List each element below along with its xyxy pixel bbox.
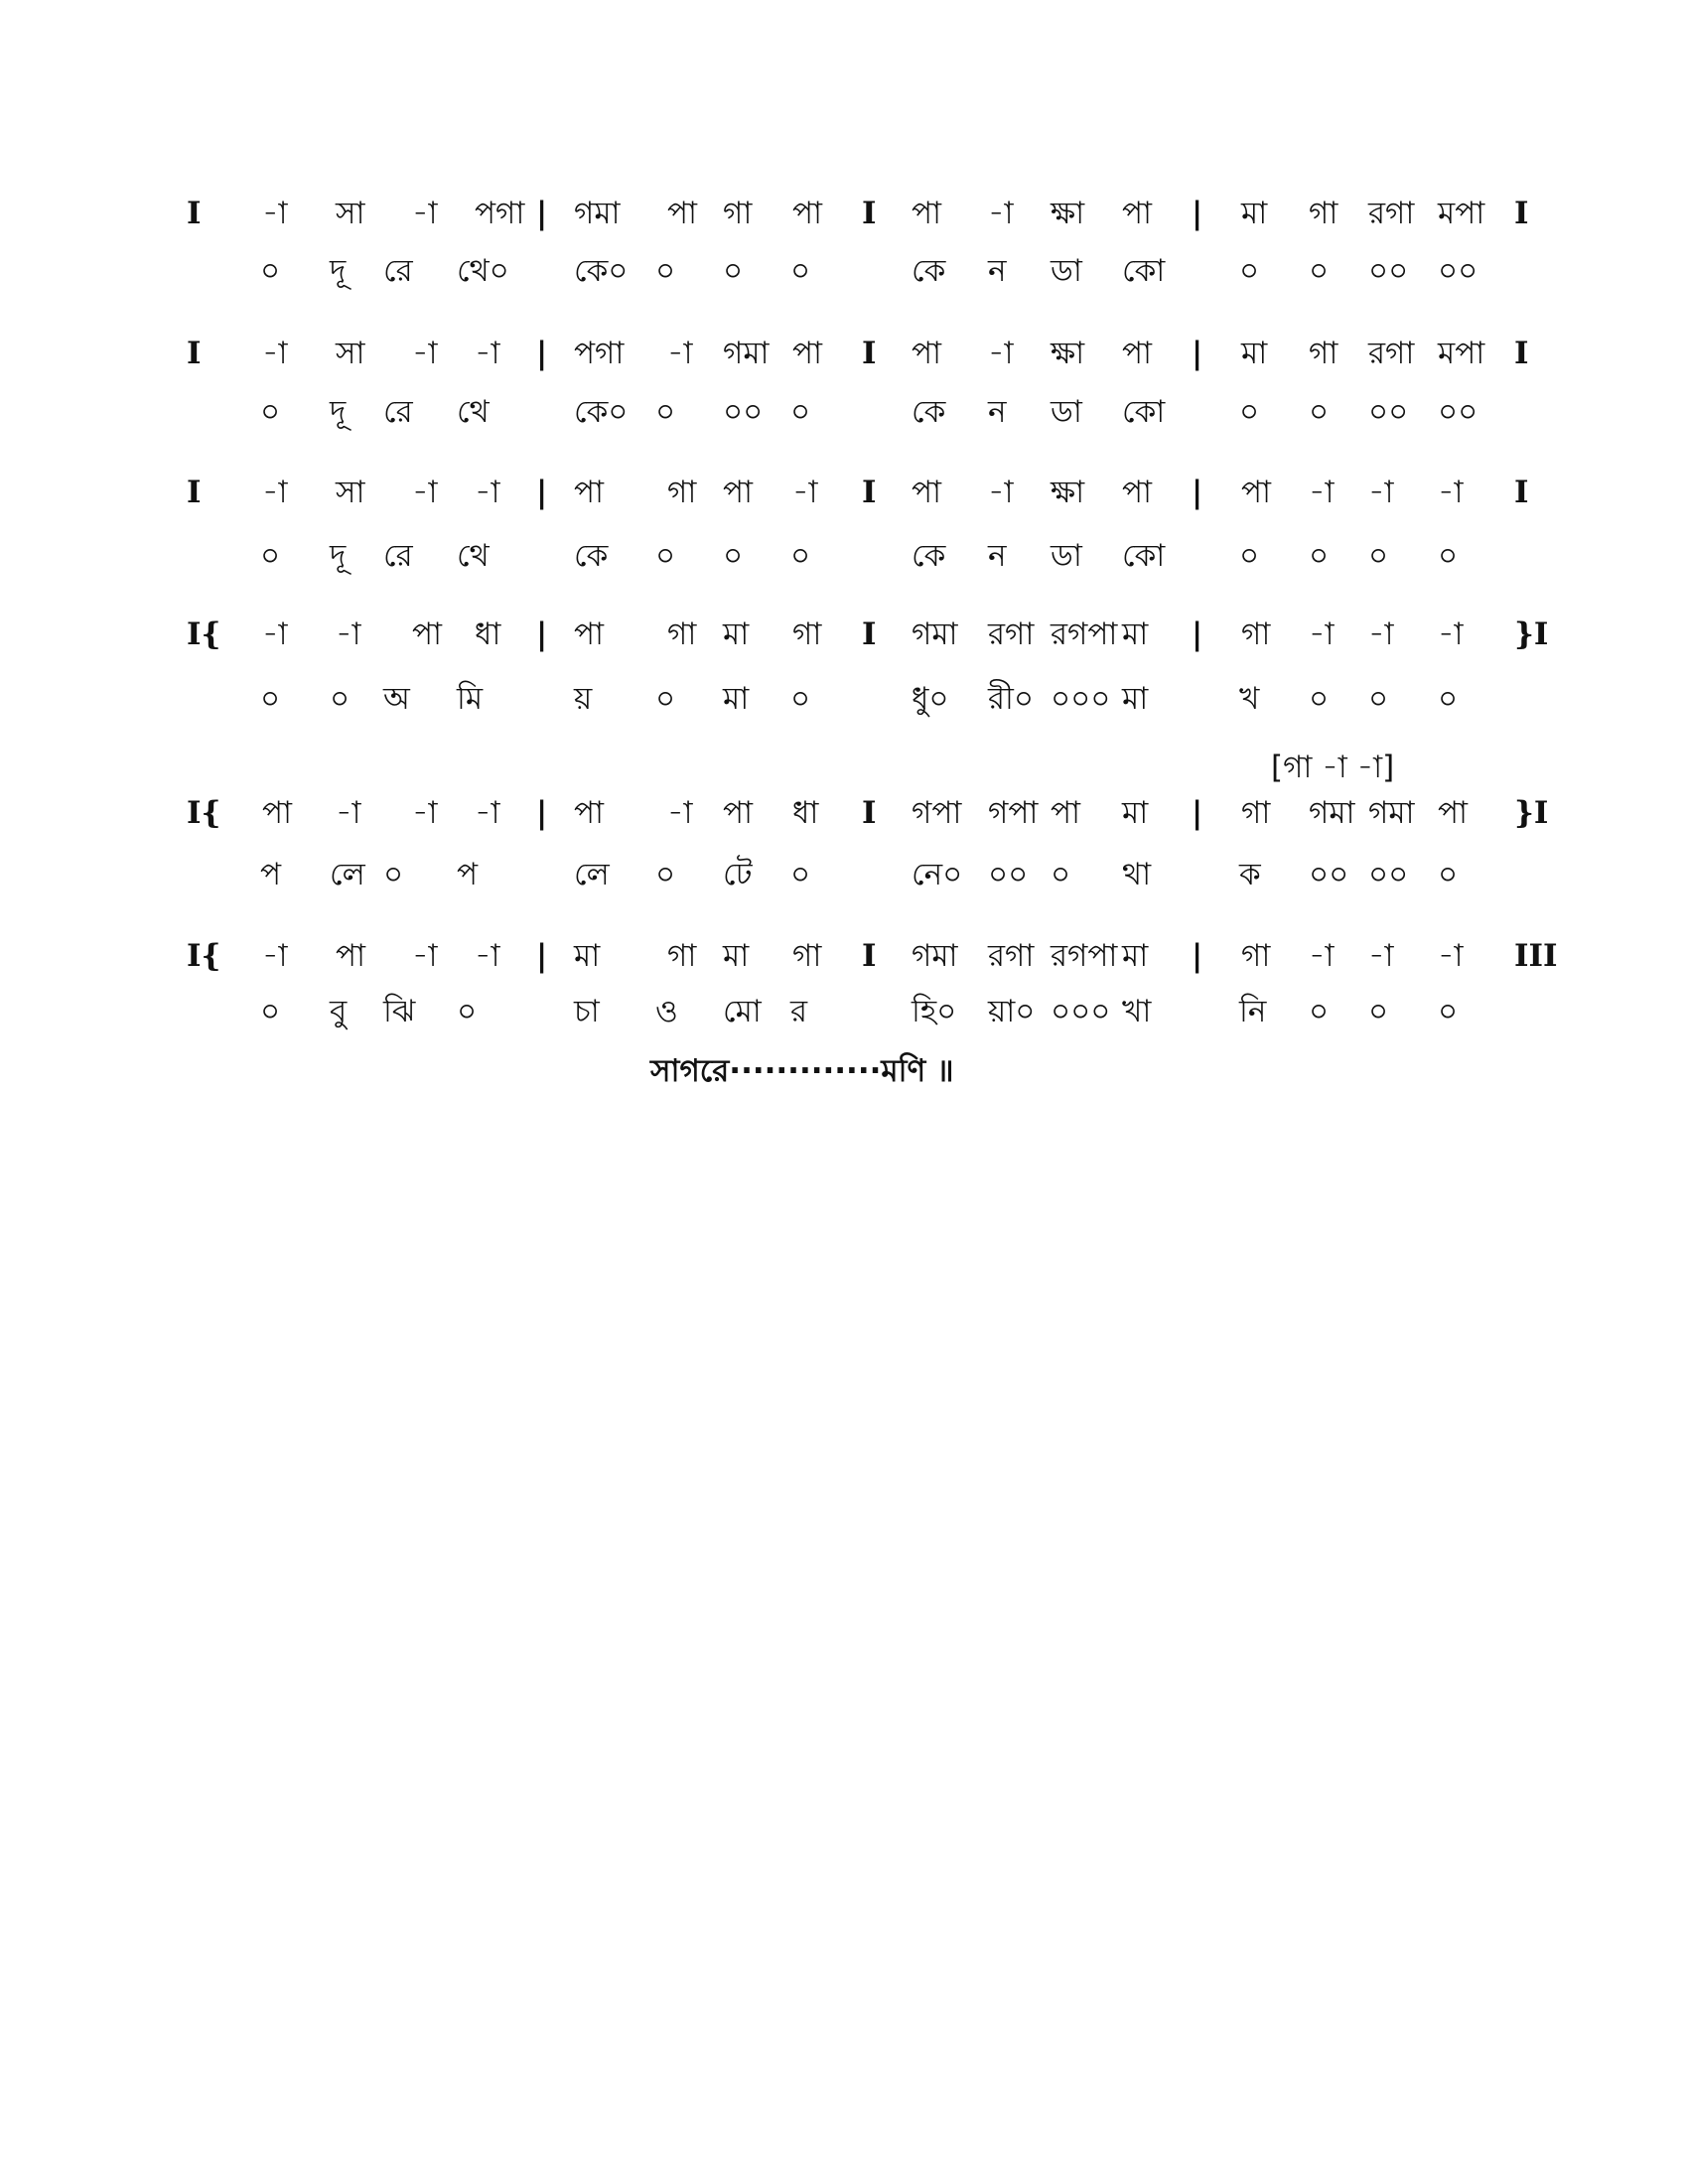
swara-note: -া [412, 475, 438, 510]
lyric-syllable: চা [574, 994, 600, 1029]
swara-note: গা [723, 196, 753, 231]
bar-line: I [187, 475, 202, 510]
lyric-syllable: ০ [330, 681, 351, 717]
swara-note: পা [792, 196, 823, 231]
lyric-syllable: রে [383, 253, 413, 289]
swara-note: পা [1438, 795, 1469, 831]
lyric-syllable: ০ [790, 394, 811, 430]
swara-note: মা [723, 938, 750, 974]
swara-note: মা [574, 938, 601, 974]
lyric-syllable: ০ [260, 253, 281, 289]
bar-line: I [187, 196, 202, 231]
lyric-syllable: ০ [1368, 994, 1389, 1029]
swara-note: -া [1438, 475, 1464, 510]
swara-note: রগা [988, 616, 1035, 652]
lyric-syllable: ০ [1438, 994, 1459, 1029]
swara-note: ক্ষা [1051, 196, 1085, 231]
swara-note: পা [574, 616, 605, 652]
bar-line: I{ [187, 795, 221, 831]
swara-note: গমা [912, 616, 958, 652]
swara-note: -া [262, 938, 288, 974]
lyric-syllable: ০ [260, 681, 281, 717]
bar-line: I [862, 938, 877, 974]
swara-note: -া [475, 938, 500, 974]
bar-line: I{ [187, 938, 221, 974]
lyric-syllable: মা [1122, 681, 1149, 717]
lyric-syllable: ০০ [988, 857, 1029, 892]
swara-note: সা [336, 475, 365, 510]
bar-line: I [1514, 196, 1529, 231]
swara-note: -া [336, 795, 361, 831]
swara-note: গপা [988, 795, 1039, 831]
lyric-syllable: খা [1122, 994, 1152, 1029]
bar-line: I [862, 616, 877, 652]
swara-note: গমা [574, 196, 621, 231]
swara-note: -া [988, 196, 1014, 231]
lyric-syllable: ০ [1309, 538, 1330, 574]
lyric-syllable: ০ [655, 394, 676, 430]
swara-note: পা [1122, 196, 1153, 231]
swara-note: ক্ষা [1051, 336, 1085, 371]
bar-line: I [1514, 475, 1529, 510]
lyric-syllable: মা [723, 681, 750, 717]
bar-line: | [1192, 616, 1203, 652]
lyric-syllable: দূ [330, 394, 347, 430]
lyric-syllable: ০ [1239, 253, 1260, 289]
swara-note: গা [667, 938, 697, 974]
swara-note: পগা [574, 336, 625, 371]
lyric-syllable: ডা [1051, 394, 1082, 430]
lyric-syllable: ০ [790, 681, 811, 717]
lyric-syllable: ০ [1309, 394, 1330, 430]
swara-note: পা [723, 475, 754, 510]
swara-note: গা [1309, 196, 1338, 231]
lyric-syllable: বু [330, 994, 348, 1029]
lyric-syllable: ০ [1368, 538, 1389, 574]
lyric-syllable: ও [655, 994, 678, 1029]
swara-note: মা [1241, 336, 1268, 371]
swara-note: মা [723, 616, 750, 652]
lyric-syllable: ০ [655, 857, 676, 892]
bar-line: | [1192, 196, 1203, 231]
swara-note: ধা [792, 795, 819, 831]
swara-note: -া [412, 336, 438, 371]
swara-note: ধা [475, 616, 501, 652]
lyric-syllable: কে০ [574, 253, 629, 289]
swara-note: পা [1241, 475, 1272, 510]
swara-note: সা [336, 196, 365, 231]
swara-note: গা [667, 475, 697, 510]
swara-note: রগা [1368, 336, 1415, 371]
lyric-syllable: কো [1122, 538, 1166, 574]
lyric-syllable: দূ [330, 253, 347, 289]
footer-line: সাগরে·············মণি ॥ [650, 1053, 954, 1089]
variant-bracket: [গা -া -া] [1271, 750, 1395, 785]
lyric-syllable: ন [988, 538, 1007, 574]
lyric-syllable: ০ [790, 538, 811, 574]
lyric-syllable: ০ [790, 253, 811, 289]
lyric-syllable: ০০ [1368, 857, 1409, 892]
swara-note: -া [1368, 616, 1394, 652]
bar-line: I [187, 336, 202, 371]
lyric-syllable: থে০ [457, 253, 509, 289]
lyric-syllable: রী০ [988, 681, 1035, 717]
lyric-syllable: কো [1122, 253, 1166, 289]
lyric-syllable: হি০ [912, 994, 957, 1029]
lyric-syllable: ন [988, 394, 1007, 430]
lyric-syllable: ০০০ [1051, 681, 1111, 717]
swara-note: গা [667, 616, 697, 652]
lyric-syllable: র [790, 994, 808, 1029]
bar-line: | [1192, 795, 1203, 831]
lyric-syllable: ০ [655, 538, 676, 574]
swara-note: গা [1309, 336, 1338, 371]
lyric-syllable: ন [988, 253, 1007, 289]
lyric-syllable: ০ [790, 857, 811, 892]
swara-note: মা [1122, 938, 1149, 974]
lyric-syllable: রে [383, 538, 413, 574]
swara-note: পা [792, 336, 823, 371]
swara-note: -া [475, 795, 500, 831]
swara-note: -া [1438, 616, 1464, 652]
lyric-syllable: ০ [723, 253, 744, 289]
swara-note: পা [667, 196, 698, 231]
lyric-syllable: ০ [457, 994, 478, 1029]
swara-note: পা [1122, 475, 1153, 510]
swara-note: পা [1122, 336, 1153, 371]
swara-note: পা [912, 196, 942, 231]
bar-line: | [536, 616, 548, 652]
swara-note: রগপা [1051, 616, 1118, 652]
lyric-syllable: প [457, 857, 479, 892]
swara-note: -া [988, 336, 1014, 371]
lyric-syllable: য়া০ [988, 994, 1036, 1029]
lyric-syllable: ০ [1368, 681, 1389, 717]
swara-note: মা [1241, 196, 1268, 231]
swara-note: -া [1309, 938, 1335, 974]
bar-line: }I [1514, 616, 1549, 652]
swara-note: গা [1241, 795, 1271, 831]
bar-line: I [862, 475, 877, 510]
lyric-syllable: ০০ [1368, 394, 1409, 430]
swara-note: -া [1368, 475, 1394, 510]
lyric-syllable: থে [457, 394, 490, 430]
swara-note: পা [912, 475, 942, 510]
swara-note: গা [1241, 616, 1271, 652]
swara-note: ক্ষা [1051, 475, 1085, 510]
lyric-syllable: ০ [655, 253, 676, 289]
swara-note: -া [1309, 616, 1335, 652]
bar-line: I [862, 336, 877, 371]
bar-line: | [536, 336, 548, 371]
swara-note: পা [912, 336, 942, 371]
swara-note: পা [336, 938, 366, 974]
lyric-syllable: ডা [1051, 538, 1082, 574]
lyric-syllable: ০ [1438, 538, 1459, 574]
swara-note: গমা [1309, 795, 1355, 831]
lyric-syllable: অ [383, 681, 410, 717]
swara-note: গমা [723, 336, 770, 371]
lyric-syllable: ক [1239, 857, 1261, 892]
lyric-syllable: মো [723, 994, 762, 1029]
lyric-syllable: মি [457, 681, 484, 717]
swara-note: রগপা [1051, 938, 1118, 974]
swara-note: -া [1368, 938, 1394, 974]
swara-note: -া [475, 475, 500, 510]
bar-line: I [862, 196, 877, 231]
lyric-syllable: কে [574, 538, 609, 574]
lyric-syllable: ০ [260, 394, 281, 430]
swara-note: গা [1241, 938, 1271, 974]
lyric-syllable: টে [723, 857, 753, 892]
lyric-syllable: নি [1239, 994, 1267, 1029]
lyric-syllable: খ [1239, 681, 1260, 717]
lyric-syllable: ০০ [1309, 857, 1349, 892]
swara-note: -া [262, 336, 288, 371]
lyric-syllable: ঝি [383, 994, 416, 1029]
swara-note: পগা [475, 196, 525, 231]
swara-note: -া [412, 795, 438, 831]
swara-note: মা [1122, 795, 1149, 831]
lyric-syllable: য় [574, 681, 593, 717]
swara-note: পা [262, 795, 293, 831]
bar-line: | [536, 938, 548, 974]
lyric-syllable: থা [1122, 857, 1152, 892]
lyric-syllable: কে [912, 253, 946, 289]
bar-line: III [1514, 938, 1558, 974]
lyric-syllable: কো [1122, 394, 1166, 430]
swara-note: -া [667, 795, 693, 831]
lyric-syllable: থে [457, 538, 490, 574]
swara-note: গমা [1368, 795, 1415, 831]
lyric-syllable: ০ [260, 994, 281, 1029]
swara-note: রগা [1368, 196, 1415, 231]
lyric-syllable: ০ [1239, 538, 1260, 574]
swara-note: -া [1438, 938, 1464, 974]
lyric-syllable: ০ [260, 538, 281, 574]
bar-line: I{ [187, 616, 221, 652]
swara-note: -া [262, 616, 288, 652]
lyric-syllable: লে [574, 857, 610, 892]
bar-line: | [536, 196, 548, 231]
swara-note: গা [792, 616, 822, 652]
bar-line: | [536, 795, 548, 831]
lyric-syllable: ০০ [1438, 394, 1478, 430]
swara-note: রগা [988, 938, 1035, 974]
lyric-syllable: ০ [383, 857, 404, 892]
lyric-syllable: ০ [1309, 681, 1330, 717]
swara-note: -া [262, 196, 288, 231]
lyric-syllable: ডা [1051, 253, 1082, 289]
swara-note: মা [1122, 616, 1149, 652]
bar-line: I [862, 795, 877, 831]
swara-note: পা [574, 795, 605, 831]
swara-note: পা [574, 475, 605, 510]
bar-line: | [536, 475, 548, 510]
bar-line: }I [1514, 795, 1549, 831]
swara-note: মপা [1438, 336, 1485, 371]
lyric-syllable: ০ [1239, 394, 1260, 430]
swara-note: গপা [912, 795, 962, 831]
swara-note: পা [1051, 795, 1081, 831]
swara-note: পা [723, 795, 754, 831]
bar-line: | [1192, 938, 1203, 974]
lyric-syllable: রে [383, 394, 413, 430]
lyric-syllable: ০০ [1438, 253, 1478, 289]
swara-note: -া [1309, 475, 1335, 510]
swara-note: মপা [1438, 196, 1485, 231]
bar-line: | [1192, 475, 1203, 510]
lyric-syllable: ০ [1438, 681, 1459, 717]
lyric-syllable: ০ [1309, 253, 1330, 289]
swara-note: -া [988, 475, 1014, 510]
swara-note: সা [336, 336, 365, 371]
lyric-syllable: ০ [723, 538, 744, 574]
swara-note: -া [262, 475, 288, 510]
lyric-syllable: কে০ [574, 394, 629, 430]
lyric-syllable: প [260, 857, 282, 892]
bar-line: | [1192, 336, 1203, 371]
lyric-syllable: ০ [1051, 857, 1071, 892]
swara-note: -া [667, 336, 693, 371]
swara-note: -া [336, 616, 361, 652]
lyric-syllable: ০০ [723, 394, 764, 430]
lyric-syllable: লে [330, 857, 365, 892]
lyric-syllable: কে [912, 538, 946, 574]
lyric-syllable: দূ [330, 538, 347, 574]
lyric-syllable: কে [912, 394, 946, 430]
lyric-syllable: ০০ [1368, 253, 1409, 289]
lyric-syllable: ০ [1309, 994, 1330, 1029]
lyric-syllable: ধু০ [912, 681, 949, 717]
swara-note: -া [475, 336, 500, 371]
bar-line: I [1514, 336, 1529, 371]
swara-note: -া [412, 938, 438, 974]
swara-note: গা [792, 938, 822, 974]
lyric-syllable: ০ [1438, 857, 1459, 892]
swara-note: -া [412, 196, 438, 231]
swara-note: -া [792, 475, 818, 510]
lyric-syllable: নে০ [912, 857, 963, 892]
swara-note: পা [412, 616, 443, 652]
lyric-syllable: ০০০ [1051, 994, 1111, 1029]
lyric-syllable: ০ [655, 681, 676, 717]
swara-note: গমা [912, 938, 958, 974]
